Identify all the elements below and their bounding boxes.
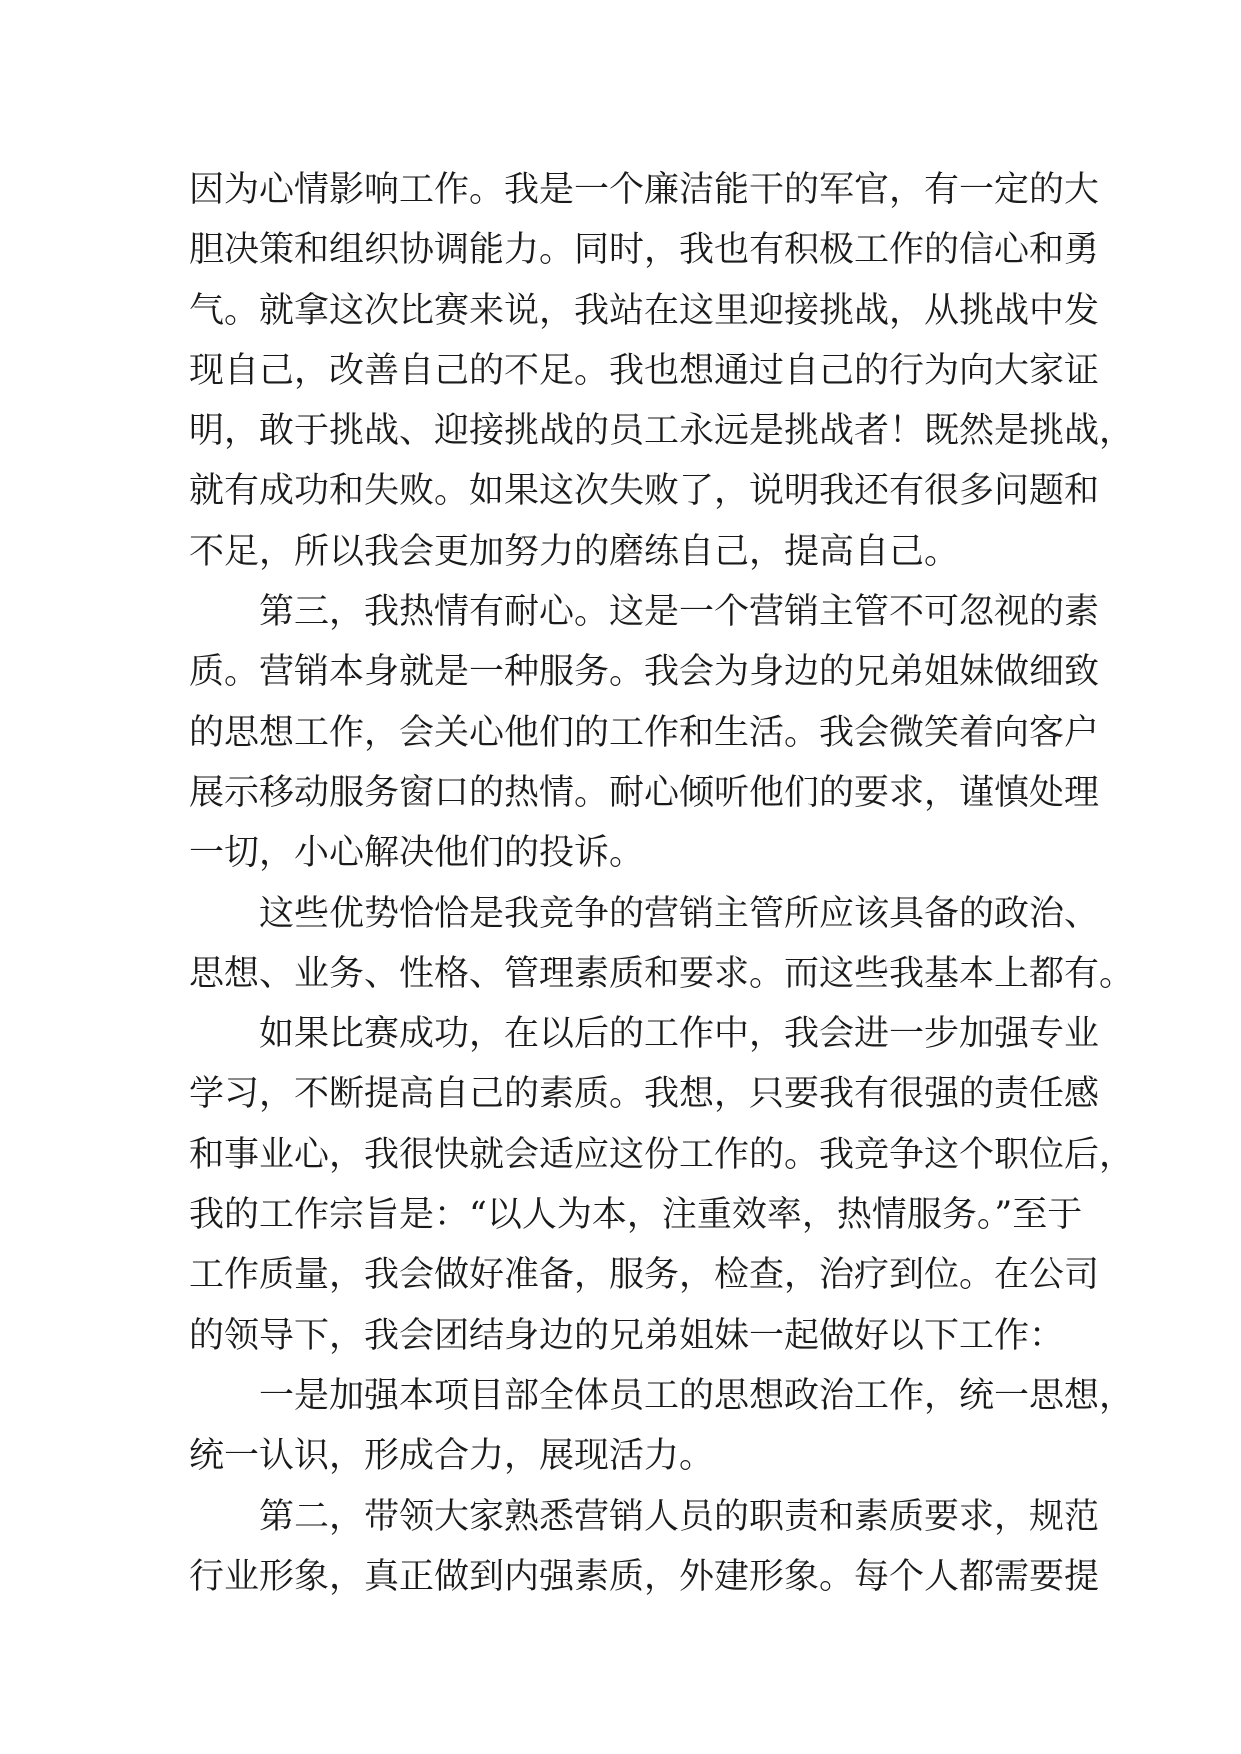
text-line: 这些优势恰恰是我竞争的营销主管所应该具备的政治、	[259, 893, 1100, 934]
text-line: 第三，我热情有耐心。这是一个营销主管不可忽视的素	[259, 592, 1100, 633]
text-line: 不足，所以我会更加努力的磨练自己，提高自己。	[189, 531, 960, 572]
text-line: 一切，小心解决他们的投诉。	[189, 833, 645, 874]
text-line: 统一认识，形成合力，展现活力。	[189, 1436, 715, 1477]
text-line: 胆决策和组织协调能力。同时，我也有积极工作的信心和勇	[189, 230, 1100, 271]
text-line: 质。营销本身就是一种服务。我会为身边的兄弟姐妹做细致	[189, 652, 1100, 693]
text-line: 工作质量，我会做好准备，服务，检查，治疗到位。在公司	[189, 1255, 1100, 1296]
text-line: 的领导下，我会团结身边的兄弟姐妹一起做好以下工作：	[189, 1315, 1065, 1356]
text-line: 和事业心，我很快就会适应这份工作的。我竞争这个职位后，	[189, 1134, 1135, 1175]
text-line: 因为心情影响工作。我是一个廉洁能干的军官，有一定的大	[189, 170, 1100, 210]
text-line: 如果比赛成功，在以后的工作中，我会进一步加强专业	[259, 1014, 1100, 1055]
text-line: 行业形象，真正做到内强素质，外建形象。每个人都需要提	[189, 1556, 1100, 1597]
text-line: 第二，带领大家熟悉营销人员的职责和素质要求，规范	[259, 1496, 1100, 1537]
text-line: 我的工作宗旨是：“以人为本，注重效率，热情服务。”至于	[189, 1195, 1083, 1236]
text-line: 现自己，改善自己的不足。我也想通过自己的行为向大家证	[189, 350, 1100, 391]
text-line: 明，敢于挑战、迎接挑战的员工永远是挑战者！既然是挑战，	[189, 411, 1135, 452]
text-line: 气。就拿这次比赛来说，我站在这里迎接挑战，从挑战中发	[189, 290, 1100, 331]
text-line: 思想、业务、性格、管理素质和要求。而这些我基本上都有。	[189, 953, 1135, 994]
text-line: 学习，不断提高自己的素质。我想，只要我有很强的责任感	[189, 1074, 1100, 1115]
text-line: 的思想工作，会关心他们的工作和生活。我会微笑着向客户	[189, 712, 1100, 753]
text-line: 展示移动服务窗口的热情。耐心倾听他们的要求，谨慎处理	[189, 772, 1100, 813]
text-line: 就有成功和失败。如果这次失败了，说明我还有很多问题和	[189, 471, 1100, 512]
text-line: 一是加强本项目部全体员工的思想政治工作，统一思想，	[259, 1375, 1135, 1416]
body-text	[189, 160, 1135, 1607]
